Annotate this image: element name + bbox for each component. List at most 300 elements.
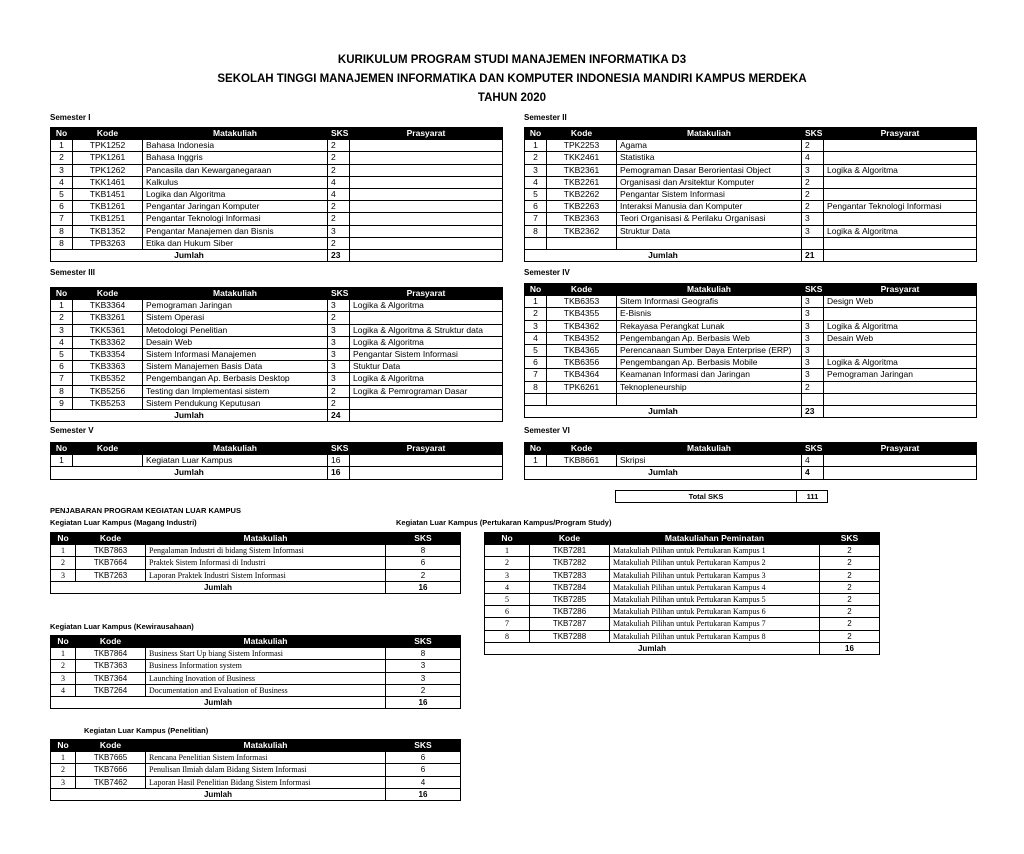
jumlah-row <box>51 249 503 261</box>
row-kode <box>547 237 617 249</box>
row-kode: TKB4365 <box>547 344 617 356</box>
row-matakuliah: Keamanan Informasi dan Jaringan <box>617 369 802 381</box>
row-no: 6 <box>525 357 547 369</box>
row-kode: TKB1261 <box>73 201 143 213</box>
row-matakuliah: Teori Organisasi & Perilaku Organisasi <box>617 213 802 225</box>
row-matakuliah: Skripsi <box>617 455 802 467</box>
jumlah-label: Jumlah <box>525 467 802 479</box>
jumlah-row <box>51 467 503 479</box>
row-sks: 2 <box>820 557 880 569</box>
row-matakuliah: Kegiatan Luar Kampus <box>143 455 328 467</box>
row-prasyarat <box>824 455 977 467</box>
row-matakuliah: Pemograman Jaringan <box>143 300 328 312</box>
jumlah-row <box>51 581 461 593</box>
semester-5-label: Semester V <box>50 426 94 435</box>
row-no: 3 <box>525 320 547 332</box>
header-prasyarat: Prasyarat <box>350 128 503 140</box>
row-matakuliah: Matakuliah Pilihan untuk Pertukaran Kampus 2 <box>610 557 820 569</box>
jumlah-value: 21 <box>802 249 824 261</box>
table-row <box>485 606 880 618</box>
table-row <box>51 764 461 776</box>
row-matakuliah: Pancasila dan Kewarganegaraan <box>143 164 328 176</box>
row-sks: 2 <box>328 237 350 249</box>
row-no: 1 <box>525 296 547 308</box>
table-row <box>51 176 503 188</box>
row-prasyarat <box>350 176 503 188</box>
row-prasyarat <box>824 213 977 225</box>
header-sks: SKS <box>802 284 824 296</box>
table-row <box>51 188 503 200</box>
row-sks: 16 <box>328 455 350 467</box>
row-kode <box>547 393 617 405</box>
header-kode: Kode <box>73 128 143 140</box>
header-kode: Kode <box>530 533 610 545</box>
jumlah-label: Jumlah <box>51 696 386 708</box>
row-kode: TKB7281 <box>530 545 610 557</box>
row-kode: TKB7263 <box>76 569 146 581</box>
row-matakuliah: Pengembangan Ap. Berbasis Mobile <box>617 357 802 369</box>
row-prasyarat: Design Web <box>824 296 977 308</box>
row-matakuliah: Business Start Up biang Sistem Informasi <box>146 648 386 660</box>
row-no: 8 <box>485 630 530 642</box>
header-sks: SKS <box>386 740 461 752</box>
row-kode: TKB2362 <box>547 225 617 237</box>
total-sks-value: 111 <box>796 491 828 502</box>
row-kode: TKB7363 <box>76 660 146 672</box>
row-prasyarat: Stuktur Data <box>350 361 503 373</box>
header-no: No <box>51 740 76 752</box>
penjabaran-title: PENJABARAN PROGRAM KEGIATAN LUAR KAMPUS <box>50 506 241 515</box>
table-row <box>51 237 503 249</box>
row-no <box>525 237 547 249</box>
pertukaran-table <box>484 532 880 655</box>
row-kode: TKB1451 <box>73 188 143 200</box>
row-kode: TKB7665 <box>76 752 146 764</box>
row-matakuliah: Sistem Informasi Manajemen <box>143 348 328 360</box>
header-sks: SKS <box>386 636 461 648</box>
table-row <box>51 397 503 409</box>
penelitian-table <box>50 739 461 801</box>
row-no: 1 <box>525 455 547 467</box>
row-kode: TKB3362 <box>73 336 143 348</box>
row-prasyarat: Logika & Algoritma <box>350 373 503 385</box>
pertukaran-label: Kegiatan Luar Kampus (Pertukaran Kampus/Program Study) <box>396 518 612 527</box>
row-sks: 3 <box>802 332 824 344</box>
row-sks: 2 <box>820 593 880 605</box>
header-kode: Kode <box>76 636 146 648</box>
row-sks: 2 <box>820 618 880 630</box>
row-kode: TKB7282 <box>530 557 610 569</box>
row-matakuliah: Launching Inovation of Business <box>146 672 386 684</box>
row-no: 4 <box>51 684 76 696</box>
row-kode: TKB5352 <box>73 373 143 385</box>
table-row <box>485 618 880 630</box>
jumlah-value: 16 <box>328 467 350 479</box>
row-prasyarat <box>350 152 503 164</box>
row-kode: TKB6353 <box>547 296 617 308</box>
row-no: 2 <box>51 660 76 672</box>
semester-3-table <box>50 287 503 422</box>
jumlah-empty <box>350 249 503 261</box>
row-matakuliah: Sistem Manajemen Basis Data <box>143 361 328 373</box>
row-no: 2 <box>51 764 76 776</box>
semester-2-table <box>524 127 977 262</box>
row-no <box>525 393 547 405</box>
table-row <box>51 648 461 660</box>
row-no: 7 <box>485 618 530 630</box>
header-matakuliah: Matakuliah <box>143 288 328 300</box>
row-sks: 6 <box>386 557 461 569</box>
row-no: 2 <box>51 152 73 164</box>
header-kode: Kode <box>547 128 617 140</box>
jumlah-row <box>525 249 977 261</box>
row-no: 3 <box>51 569 76 581</box>
row-prasyarat: Logika & Algoritma & Struktur data <box>350 324 503 336</box>
row-sks: 2 <box>328 164 350 176</box>
row-prasyarat <box>824 176 977 188</box>
table-row <box>51 385 503 397</box>
row-prasyarat: Pengantar Sistem Informasi <box>350 348 503 360</box>
table-row <box>525 237 977 249</box>
row-prasyarat <box>824 381 977 393</box>
row-sks: 4 <box>802 455 824 467</box>
row-matakuliah: Sitem Informasi Geografis <box>617 296 802 308</box>
table-row <box>51 672 461 684</box>
jumlah-row <box>51 409 503 421</box>
table-row <box>51 164 503 176</box>
row-matakuliah: Kalkulus <box>143 176 328 188</box>
doc-title-line1: KURIKULUM PROGRAM STUDI MANAJEMEN INFORMATIKA D3 <box>337 54 687 66</box>
jumlah-label: Jumlah <box>51 581 386 593</box>
row-kode: TKB7863 <box>76 545 146 557</box>
row-sks: 2 <box>328 152 350 164</box>
row-no: 4 <box>51 176 73 188</box>
row-sks: 3 <box>802 357 824 369</box>
header-matakuliahan_peminatan: Matakuliahan Peminatan <box>610 533 820 545</box>
row-prasyarat <box>350 237 503 249</box>
table-row <box>525 455 977 467</box>
row-no: 3 <box>485 569 530 581</box>
row-no: 7 <box>525 213 547 225</box>
row-sks: 3 <box>802 308 824 320</box>
row-prasyarat <box>824 152 977 164</box>
row-prasyarat: Logika & Pemrograman Dasar <box>350 385 503 397</box>
jumlah-value: 16 <box>820 642 880 654</box>
table-row <box>485 581 880 593</box>
row-sks: 2 <box>328 213 350 225</box>
jumlah-value: 16 <box>386 696 461 708</box>
header-matakuliah: Matakuliah <box>146 636 386 648</box>
semester-6-label: Semester VI <box>524 426 570 435</box>
row-matakuliah: Interaksi Manusia dan Komputer <box>617 201 802 213</box>
row-sks: 3 <box>328 373 350 385</box>
row-sks: 3 <box>802 369 824 381</box>
table-row <box>51 140 503 152</box>
row-sks: 2 <box>328 385 350 397</box>
kewirausahaan-label: Kegiatan Luar Kampus (Kewirausahaan) <box>50 622 194 631</box>
magang-table <box>50 532 461 594</box>
row-kode: TKB7287 <box>530 618 610 630</box>
row-matakuliah: Sistem Pendukung Keputusan <box>143 397 328 409</box>
header-sks: SKS <box>328 288 350 300</box>
table-row <box>51 361 503 373</box>
row-no: 8 <box>51 237 73 249</box>
row-no: 9 <box>51 397 73 409</box>
row-no: 1 <box>51 752 76 764</box>
row-kode: TKB2263 <box>547 201 617 213</box>
row-matakuliah: Matakuliah Pilihan untuk Pertukaran Kampus 5 <box>610 593 820 605</box>
row-no: 5 <box>51 348 73 360</box>
jumlah-empty <box>824 467 977 479</box>
row-kode: TKB2361 <box>547 164 617 176</box>
row-sks: 4 <box>802 152 824 164</box>
jumlah-row <box>525 467 977 479</box>
table-row <box>525 140 977 152</box>
row-kode: TKB2261 <box>547 176 617 188</box>
row-matakuliah: Pengantar Teknologi Informasi <box>143 213 328 225</box>
row-sks: 6 <box>386 752 461 764</box>
row-sks: 2 <box>820 606 880 618</box>
row-kode: TKB1251 <box>73 213 143 225</box>
table-row <box>525 344 977 356</box>
row-sks: 2 <box>328 397 350 409</box>
jumlah-row <box>51 788 461 800</box>
header-sks: SKS <box>328 128 350 140</box>
row-kode: TKB7286 <box>530 606 610 618</box>
row-no: 3 <box>51 672 76 684</box>
row-matakuliah: Documentation and Evaluation of Business <box>146 684 386 696</box>
table-row <box>525 164 977 176</box>
row-sks: 2 <box>802 188 824 200</box>
table-row <box>51 455 503 467</box>
row-no: 8 <box>51 385 73 397</box>
table-row <box>525 225 977 237</box>
row-matakuliah: Business Information system <box>146 660 386 672</box>
row-no: 1 <box>525 140 547 152</box>
row-no: 6 <box>51 361 73 373</box>
row-no: 6 <box>51 201 73 213</box>
header-kode: Kode <box>76 533 146 545</box>
row-no: 5 <box>525 344 547 356</box>
header-prasyarat: Prasyarat <box>824 284 977 296</box>
row-no: 1 <box>51 300 73 312</box>
jumlah-label: Jumlah <box>525 405 802 417</box>
jumlah-value: 23 <box>802 405 824 417</box>
jumlah-label: Jumlah <box>51 409 328 421</box>
row-prasyarat <box>350 140 503 152</box>
row-prasyarat <box>824 393 977 405</box>
row-kode: TKB4362 <box>547 320 617 332</box>
row-kode: TPK2253 <box>547 140 617 152</box>
row-prasyarat <box>824 308 977 320</box>
row-matakuliah: Statistika <box>617 152 802 164</box>
row-kode: TKK2461 <box>547 152 617 164</box>
row-no: 4 <box>51 336 73 348</box>
row-kode: TKB8661 <box>547 455 617 467</box>
row-matakuliah: Desain Web <box>143 336 328 348</box>
header-sks: SKS <box>820 533 880 545</box>
row-sks: 3 <box>328 348 350 360</box>
row-matakuliah: Logika dan Algoritma <box>143 188 328 200</box>
header-matakuliah: Matakuliah <box>143 443 328 455</box>
jumlah-row <box>525 405 977 417</box>
jumlah-row <box>51 696 461 708</box>
row-kode: TKB5253 <box>73 397 143 409</box>
header-matakuliah: Matakuliah <box>617 284 802 296</box>
row-matakuliah: E-Bisnis <box>617 308 802 320</box>
row-prasyarat <box>824 344 977 356</box>
table-row <box>51 684 461 696</box>
table-row <box>525 308 977 320</box>
row-matakuliah: Pengantar Jaringan Komputer <box>143 201 328 213</box>
row-matakuliah: Bahasa Inggris <box>143 152 328 164</box>
row-kode: TKK5361 <box>73 324 143 336</box>
semester-1-label: Semester I <box>50 113 91 122</box>
semester-4-table <box>524 283 977 418</box>
row-matakuliah: Organisasi dan Arsitektur Komputer <box>617 176 802 188</box>
row-prasyarat <box>350 201 503 213</box>
row-no: 2 <box>485 557 530 569</box>
row-kode: TKB7284 <box>530 581 610 593</box>
row-sks: 3 <box>386 672 461 684</box>
row-kode: TKB7666 <box>76 764 146 776</box>
row-matakuliah <box>617 237 802 249</box>
row-prasyarat: Logika & Algoritma <box>350 336 503 348</box>
header-no: No <box>51 128 73 140</box>
row-kode: TKB7462 <box>76 776 146 788</box>
row-prasyarat <box>824 140 977 152</box>
row-sks: 3 <box>328 324 350 336</box>
header-sks: SKS <box>328 443 350 455</box>
row-no: 2 <box>525 152 547 164</box>
row-matakuliah: Matakuliah Pilihan untuk Pertukaran Kampus 4 <box>610 581 820 593</box>
table-row <box>485 545 880 557</box>
row-sks: 2 <box>328 312 350 324</box>
table-row <box>51 545 461 557</box>
header-matakuliah: Matakuliah <box>146 533 386 545</box>
row-matakuliah: Praktek Sistem Informasi di Industri <box>146 557 386 569</box>
table-row <box>525 332 977 344</box>
header-prasyarat: Prasyarat <box>350 288 503 300</box>
table-row <box>525 201 977 213</box>
row-sks: 2 <box>802 176 824 188</box>
row-kode: TPK1261 <box>73 152 143 164</box>
row-matakuliah: Struktur Data <box>617 225 802 237</box>
header-no: No <box>485 533 530 545</box>
row-kode <box>73 455 143 467</box>
row-no: 6 <box>485 606 530 618</box>
jumlah-value: 16 <box>386 581 461 593</box>
header-no: No <box>51 443 73 455</box>
row-kode: TKB2262 <box>547 188 617 200</box>
row-no: 4 <box>485 581 530 593</box>
row-no: 1 <box>485 545 530 557</box>
table-row <box>51 776 461 788</box>
table-row <box>525 381 977 393</box>
row-sks: 6 <box>386 764 461 776</box>
table-row <box>51 569 461 581</box>
row-sks: 3 <box>802 320 824 332</box>
row-sks: 3 <box>802 164 824 176</box>
row-matakuliah: Pengalaman Industri di bidang Sistem Informasi <box>146 545 386 557</box>
row-sks: 2 <box>802 140 824 152</box>
row-kode: TKB5256 <box>73 385 143 397</box>
header-matakuliah: Matakuliah <box>617 128 802 140</box>
row-no: 7 <box>51 213 73 225</box>
row-matakuliah: Matakuliah Pilihan untuk Pertukaran Kampus 6 <box>610 606 820 618</box>
row-no: 8 <box>525 381 547 393</box>
header-kode: Kode <box>547 443 617 455</box>
row-matakuliah: Agama <box>617 140 802 152</box>
row-kode: TPB3263 <box>73 237 143 249</box>
row-sks: 8 <box>386 545 461 557</box>
row-sks: 2 <box>820 569 880 581</box>
row-no: 3 <box>51 776 76 788</box>
row-prasyarat <box>350 164 503 176</box>
row-kode: TKK1461 <box>73 176 143 188</box>
table-row <box>525 393 977 405</box>
jumlah-label: Jumlah <box>485 642 820 654</box>
header-no: No <box>51 636 76 648</box>
header-kode: Kode <box>547 284 617 296</box>
table-row <box>525 320 977 332</box>
penelitian-label: Kegiatan Luar Kampus (Penelitian) <box>84 726 209 735</box>
header-no: No <box>51 533 76 545</box>
row-kode: TKB4355 <box>547 308 617 320</box>
row-no: 5 <box>485 593 530 605</box>
row-prasyarat: Desain Web <box>824 332 977 344</box>
row-sks: 3 <box>802 213 824 225</box>
row-no: 1 <box>51 140 73 152</box>
row-sks: 3 <box>802 344 824 356</box>
row-no: 8 <box>51 225 73 237</box>
row-prasyarat: Logika & Algoritma <box>824 357 977 369</box>
row-matakuliah: Matakuliah Pilihan untuk Pertukaran Kampus 1 <box>610 545 820 557</box>
row-no: 2 <box>51 312 73 324</box>
jumlah-empty <box>824 249 977 261</box>
row-prasyarat <box>824 188 977 200</box>
row-prasyarat <box>350 225 503 237</box>
jumlah-value: 4 <box>802 467 824 479</box>
row-matakuliah: Matakuliah Pilihan untuk Pertukaran Kampus 3 <box>610 569 820 581</box>
row-sks <box>802 393 824 405</box>
row-kode: TKB3364 <box>73 300 143 312</box>
row-sks: 2 <box>328 140 350 152</box>
table-row <box>51 201 503 213</box>
row-sks: 8 <box>386 648 461 660</box>
row-kode: TKB7364 <box>76 672 146 684</box>
row-matakuliah: Rekayasa Perangkat Lunak <box>617 320 802 332</box>
header-kode: Kode <box>73 443 143 455</box>
jumlah-label: Jumlah <box>51 788 386 800</box>
row-matakuliah: Pemograman Dasar Berorientasi Object <box>617 164 802 176</box>
row-matakuliah: Matakuliah Pilihan untuk Pertukaran Kampus 8 <box>610 630 820 642</box>
row-no: 2 <box>525 308 547 320</box>
row-sks: 2 <box>802 201 824 213</box>
semester-5-table <box>50 442 503 480</box>
row-kode: TKB4352 <box>547 332 617 344</box>
row-matakuliah: Pengantar Sistem Informasi <box>617 188 802 200</box>
row-sks: 3 <box>386 660 461 672</box>
jumlah-value: 16 <box>386 788 461 800</box>
table-row <box>525 152 977 164</box>
jumlah-empty <box>824 405 977 417</box>
header-prasyarat: Prasyarat <box>350 443 503 455</box>
row-no: 4 <box>525 176 547 188</box>
jumlah-empty <box>350 409 503 421</box>
row-prasyarat <box>350 397 503 409</box>
header-kode: Kode <box>73 288 143 300</box>
